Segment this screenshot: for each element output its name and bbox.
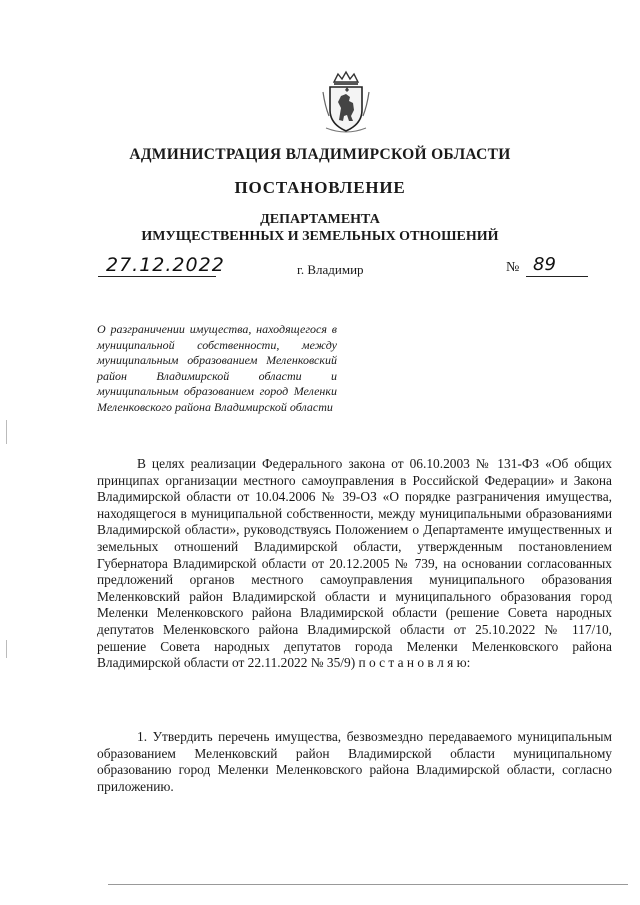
organization-title: АДМИНИСТРАЦИЯ ВЛАДИМИРСКОЙ ОБЛАСТИ bbox=[129, 146, 511, 163]
document-city: г. Владимир bbox=[297, 262, 364, 277]
preamble-paragraph: В целях реализации Федерального закона от 06.10.2003 № 131-ФЗ «Об общих принципах организации местного самоуправления в Российской Федерации» и Закона Владимирской области от 10.04.2006 № 39-ОЗ «О порядке разграничения имущества, находящегося в муниципальной собственности, между муниципальными образованиями Владимирской области», руководствуясь Положением о Департаменте имущественных и земельных отношений Владимирской области, утвержденным постановлением Губернатора Владимирской области от 20.12.2005 № 739, на основании согласованных предложений органов местного самоуправления муниципального образования Меленковский район Владимирской области и муниципального образования город Меленки Меленковского района Владимирской области (решение Совета народных депутатов Меленковского района Владимирской области от 25.10.2022 № 117/10, решение Совета народных депутатов города Меленки Меленковского района Владимирской области от 22.11.2022 № 35/9) п о с т а н о в л я ю: bbox=[97, 456, 612, 671]
clause-1-paragraph: 1. Утвердить перечень имущества, безвозмездно передаваемого муниципальным образованием Меленковский район Владимирской области муниципальному образованию город Меленки Меленковского района Владимирской области, согласно приложению. bbox=[97, 729, 612, 794]
document-number: 89 bbox=[533, 254, 556, 275]
margin-mark bbox=[6, 420, 7, 444]
document-date: 27.12.2022 bbox=[106, 254, 225, 276]
document-subject: О разграничении имущества, находящегося в муниципальной собственности, между муниципальным образованием Меленковский район Владимирской области и муниципальным образованием город Меленки Меленковского района Владимирской области bbox=[97, 322, 337, 414]
document-type: ПОСТАНОВЛЕНИЕ bbox=[234, 178, 406, 197]
number-label: № bbox=[506, 260, 520, 275]
department-title-line-1: ДЕПАРТАМЕНТА bbox=[260, 212, 380, 227]
margin-mark bbox=[6, 640, 7, 658]
number-underline bbox=[526, 276, 588, 277]
coat-of-arms-icon bbox=[320, 70, 372, 134]
department-title-line-2: ИМУЩЕСТВЕННЫХ И ЗЕМЕЛЬНЫХ ОТНОШЕНИЙ bbox=[141, 229, 499, 244]
bottom-rule bbox=[108, 884, 628, 885]
date-underline bbox=[98, 276, 216, 277]
